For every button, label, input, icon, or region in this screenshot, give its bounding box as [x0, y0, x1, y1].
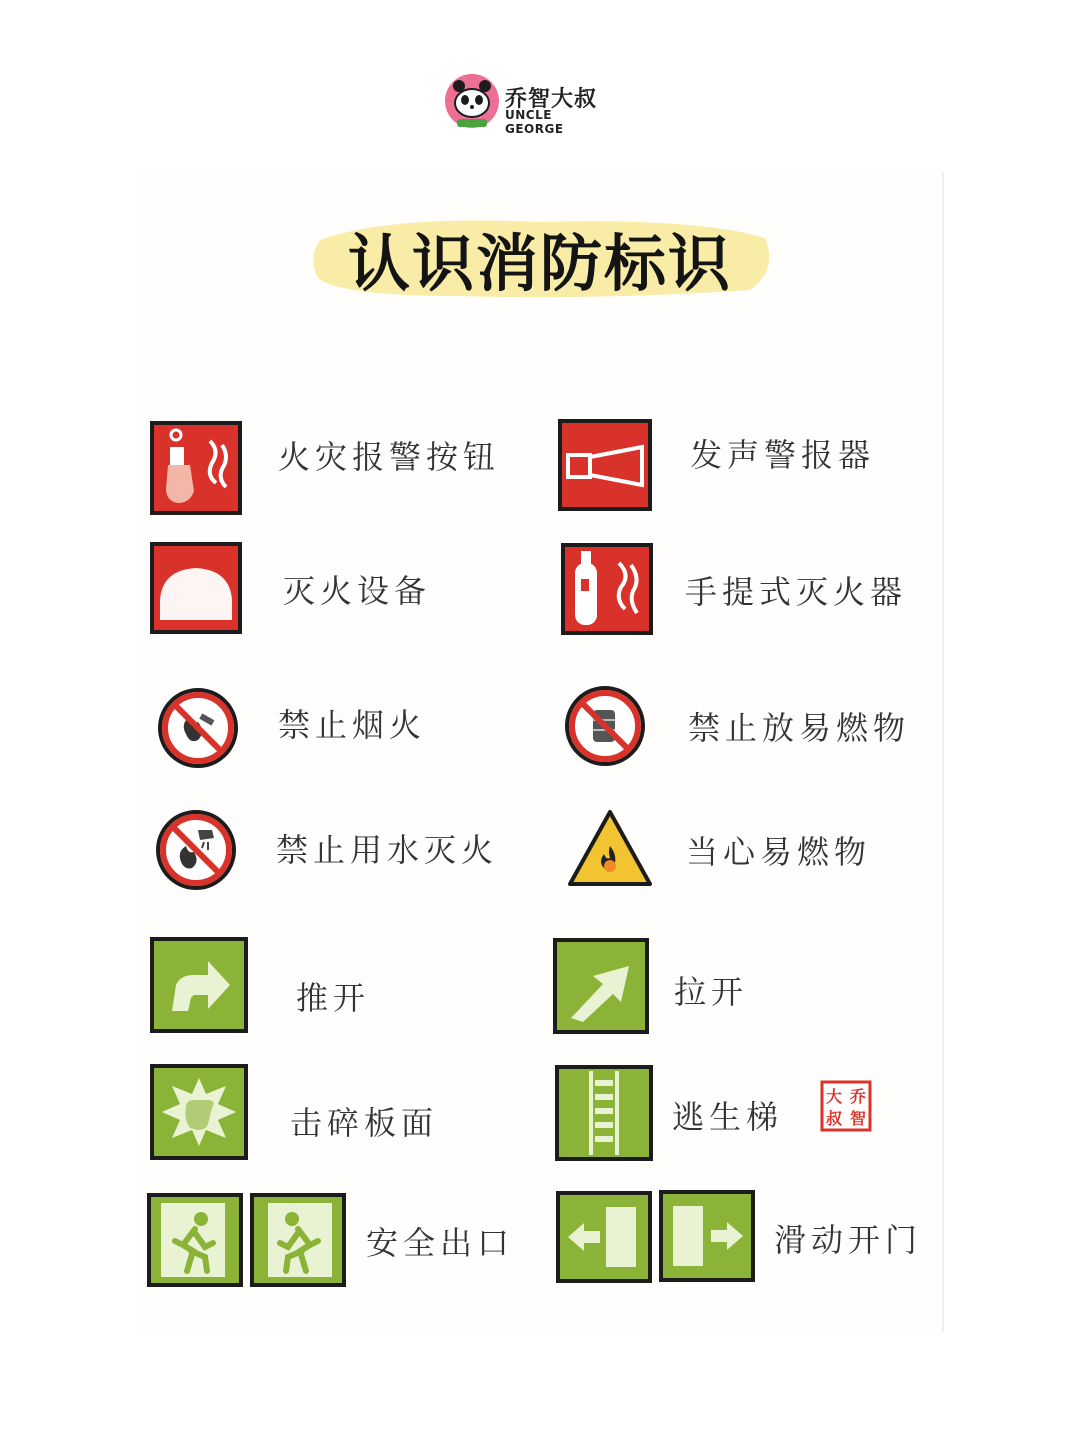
- sliding-door-left-icon: [556, 1191, 652, 1283]
- sign-label-break-glass: 击碎板面: [290, 1104, 439, 1142]
- sign-label-flammable-warning: 当心易燃物: [686, 833, 872, 871]
- escape-ladder-icon: [555, 1065, 653, 1161]
- sign-label-no-water: 禁止用水灭火: [276, 831, 499, 869]
- sign-label-no-flammables: 禁止放易燃物: [688, 709, 911, 747]
- seal-stamp-icon: [820, 1080, 872, 1132]
- break-glass-icon: [150, 1064, 248, 1160]
- panda-logo-icon: [443, 72, 501, 130]
- svg-text:大: 大: [825, 1087, 843, 1106]
- emergency-exit-right-icon: [250, 1193, 346, 1287]
- sign-label-fire-equipment: 灭火设备: [283, 572, 432, 610]
- brand-name-cn: 乔智大叔: [505, 87, 598, 112]
- content-card: [138, 172, 944, 1332]
- svg-text:乔: 乔: [849, 1087, 867, 1106]
- brand-logo: [443, 72, 613, 136]
- sliding-door-right-icon: [659, 1190, 755, 1282]
- fire-alarm-button-icon: [150, 421, 242, 515]
- sign-label-sounder-alarm: 发声警报器: [690, 436, 876, 474]
- flammable-warning-icon: [566, 808, 654, 888]
- pull-arrow-icon: [553, 938, 649, 1034]
- brand-name-en: UNCLE GEORGE: [505, 108, 564, 136]
- sign-label-emergency-exit: 安全出口: [366, 1224, 515, 1262]
- fire-equipment-icon: [150, 542, 242, 634]
- sounder-alarm-icon: [558, 419, 652, 511]
- no-flammables-icon: [563, 684, 647, 768]
- push-arrow-icon: [150, 937, 248, 1033]
- emergency-exit-left-icon: [147, 1193, 243, 1287]
- portable-extinguisher-icon: [561, 543, 653, 635]
- sign-label-pull: 拉开: [674, 973, 749, 1011]
- page-title: 认识消防标识: [347, 227, 732, 300]
- sign-label-fire-alarm-button: 火灾报警按钮: [278, 438, 501, 476]
- sign-label-push: 推开: [296, 979, 371, 1017]
- sign-label-no-smoking: 禁止烟火: [278, 706, 427, 744]
- svg-text:智: 智: [849, 1109, 867, 1128]
- sign-label-sliding-door: 滑动开门: [774, 1221, 923, 1259]
- title-block: [300, 200, 780, 310]
- no-water-icon: [154, 808, 238, 892]
- sign-label-portable-extinguisher: 手提式灭火器: [685, 573, 908, 611]
- svg-text:叔: 叔: [825, 1109, 843, 1128]
- sign-label-escape-ladder: 逃生梯: [672, 1098, 784, 1136]
- no-smoking-icon: [156, 686, 240, 770]
